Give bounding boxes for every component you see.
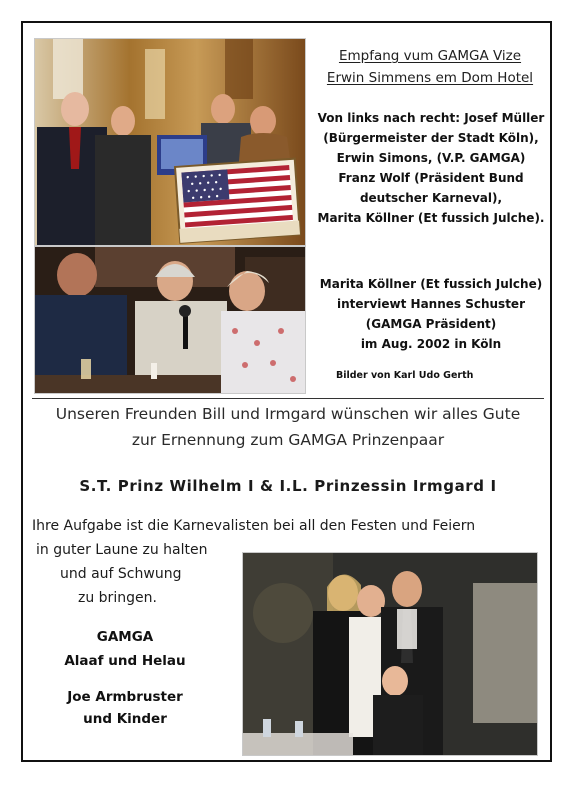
signoff-org: GAMGA bbox=[96, 629, 154, 645]
greeting-line-1: Unseren Freunden Bill und Irmgard wünschen wir alles Gute bbox=[55, 405, 521, 423]
royal-title: S.T. Prinz Wilhelm I & I.L. Prinzessin Irmgard I bbox=[79, 477, 497, 495]
section-divider bbox=[32, 398, 544, 399]
caption2-line-3: (GAMGA Präsident) bbox=[365, 317, 497, 331]
headline-line-2: Erwin Simmens em Dom Hotel bbox=[326, 70, 534, 86]
signoff-from-2: und Kinder bbox=[83, 711, 167, 727]
caption1-line-3: Erwin Simons, (V.P. GAMGA) bbox=[336, 151, 526, 165]
caption2-line-1: Marita Köllner (Et fussich Julche) bbox=[319, 277, 543, 291]
task-line-2: in guter Laune zu halten bbox=[36, 542, 208, 558]
caption1-line-6: Marita Köllner (Et fussich Julche). bbox=[317, 211, 545, 225]
photo-credit: Bilder von Karl Udo Gerth bbox=[336, 370, 474, 381]
caption1-line-5: deutscher Karneval), bbox=[359, 191, 503, 205]
signoff-cheer: Alaaf und Helau bbox=[64, 653, 186, 669]
caption1-line-1: Von links nach recht: Josef Müller bbox=[317, 111, 545, 125]
caption1-line-2: (Bürgermeister der Stadt Köln), bbox=[323, 131, 539, 145]
headline-line-1: Empfang vum GAMGA Vize bbox=[338, 48, 522, 64]
task-line-4: zu bringen. bbox=[78, 590, 157, 606]
interview-photo bbox=[34, 246, 306, 394]
family-photo bbox=[242, 552, 538, 756]
greeting-line-2: zur Ernennung zum GAMGA Prinzenpaar bbox=[131, 431, 445, 449]
caption1-line-4: Franz Wolf (Präsident Bund bbox=[338, 171, 524, 185]
signoff-from-1: Joe Armbruster bbox=[67, 689, 183, 705]
reception-photo bbox=[34, 38, 306, 246]
task-line-3: und auf Schwung bbox=[60, 566, 182, 582]
task-line-1: Ihre Aufgabe ist die Karnevalisten bei all den Festen und Feiern bbox=[32, 518, 476, 534]
caption2-line-2: interviewt Hannes Schuster bbox=[337, 297, 525, 311]
caption2-line-4: im Aug. 2002 in Köln bbox=[360, 337, 502, 351]
